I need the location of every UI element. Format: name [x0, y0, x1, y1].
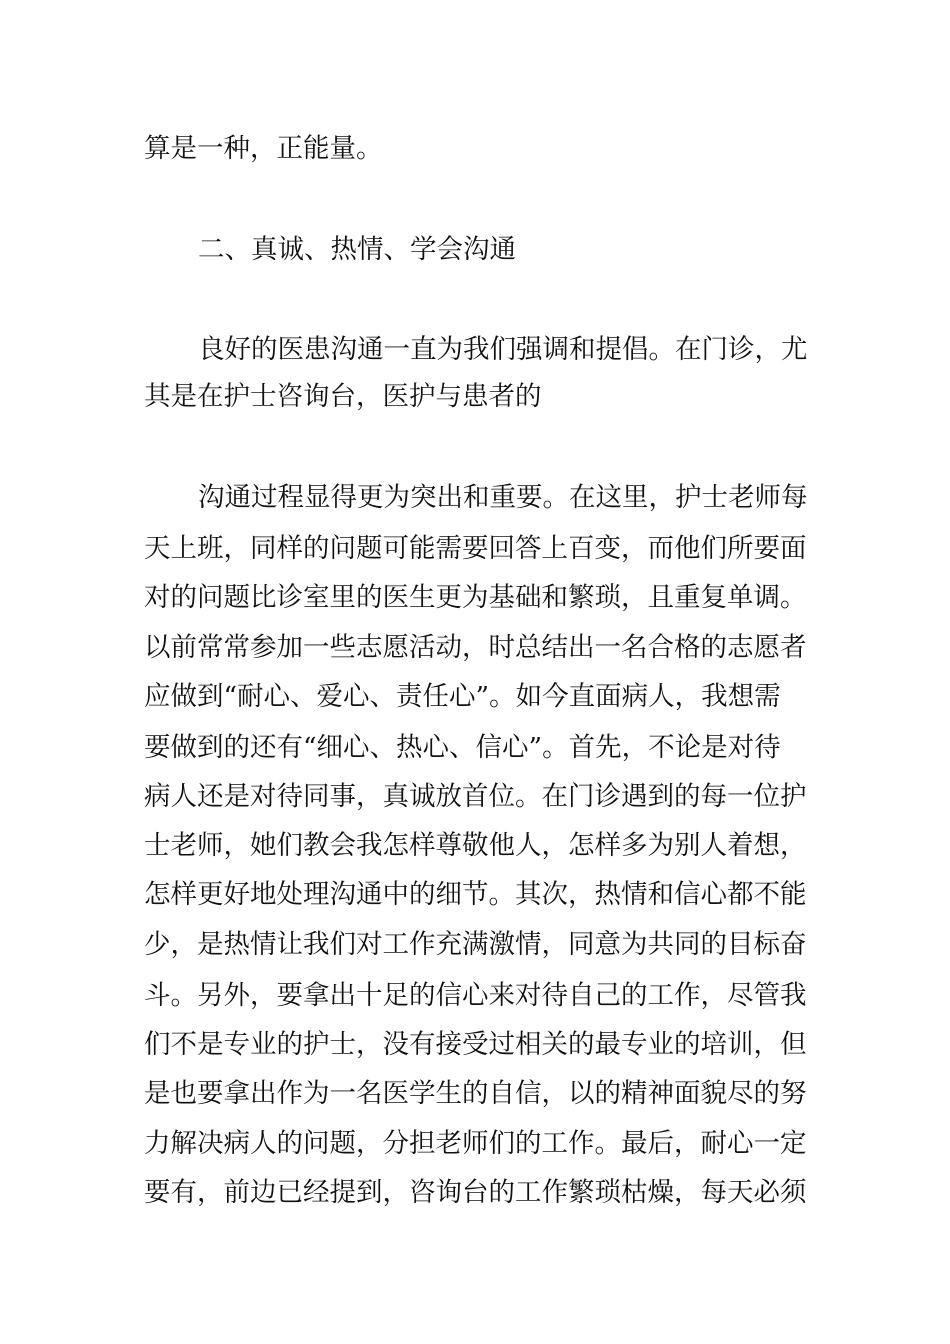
text-line: 要有，前边已经提到，咨询台的工作繁琐枯燥，每天必须: [144, 1177, 807, 1208]
text-line: 天上班，同样的问题可能需要回答上百变，而他们所要面: [144, 533, 807, 564]
text-line: 沟通过程显得更为突出和重要。在这里，护士老师每: [198, 482, 808, 513]
text-line: 算是一种，正能量。: [144, 133, 383, 164]
text-line: 斗。另外，要拿出十足的信心来对待自己的工作，尽管我: [144, 980, 807, 1011]
text-line: 其是在护士咨询台，医护与患者的: [144, 381, 542, 412]
text-line: 力解决病人的问题，分担老师们的工作。最后，耐心一定: [144, 1128, 807, 1159]
section-heading: 二、真诚、热情、学会沟通: [198, 234, 516, 265]
text-line: 怎样更好地处理沟通中的细节。其次，热情和信心都不能: [144, 879, 807, 910]
text-line: 应做到“耐心、爱心、责任心”。如今直面病人，我想需: [144, 681, 781, 712]
text-line: 士老师，她们教会我怎样尊敬他人，怎样多为别人着想，: [144, 830, 807, 861]
text-line: 要做到的还有“细心、热心、信心”。首先，不论是对待: [144, 732, 781, 763]
text-line: 是也要拿出作为一名医学生的自信，以的精神面貌尽的努: [144, 1078, 807, 1109]
text-line: 少，是热情让我们对工作充满激情，同意为共同的目标奋: [144, 929, 807, 960]
text-line: 对的问题比诊室里的医生更为基础和繁琐，且重复单调。: [144, 582, 807, 613]
text-line: 病人还是对待同事，真诚放首位。在门诊遇到的每一位护: [144, 781, 807, 812]
text-line: 们不是专业的护士，没有接受过相关的最专业的培训，但: [144, 1029, 807, 1060]
text-line: 良好的医患沟通一直为我们强调和提倡。在门诊，尤: [198, 334, 808, 365]
text-line: 以前常常参加一些志愿活动，时总结出一名合格的志愿者: [144, 632, 807, 663]
